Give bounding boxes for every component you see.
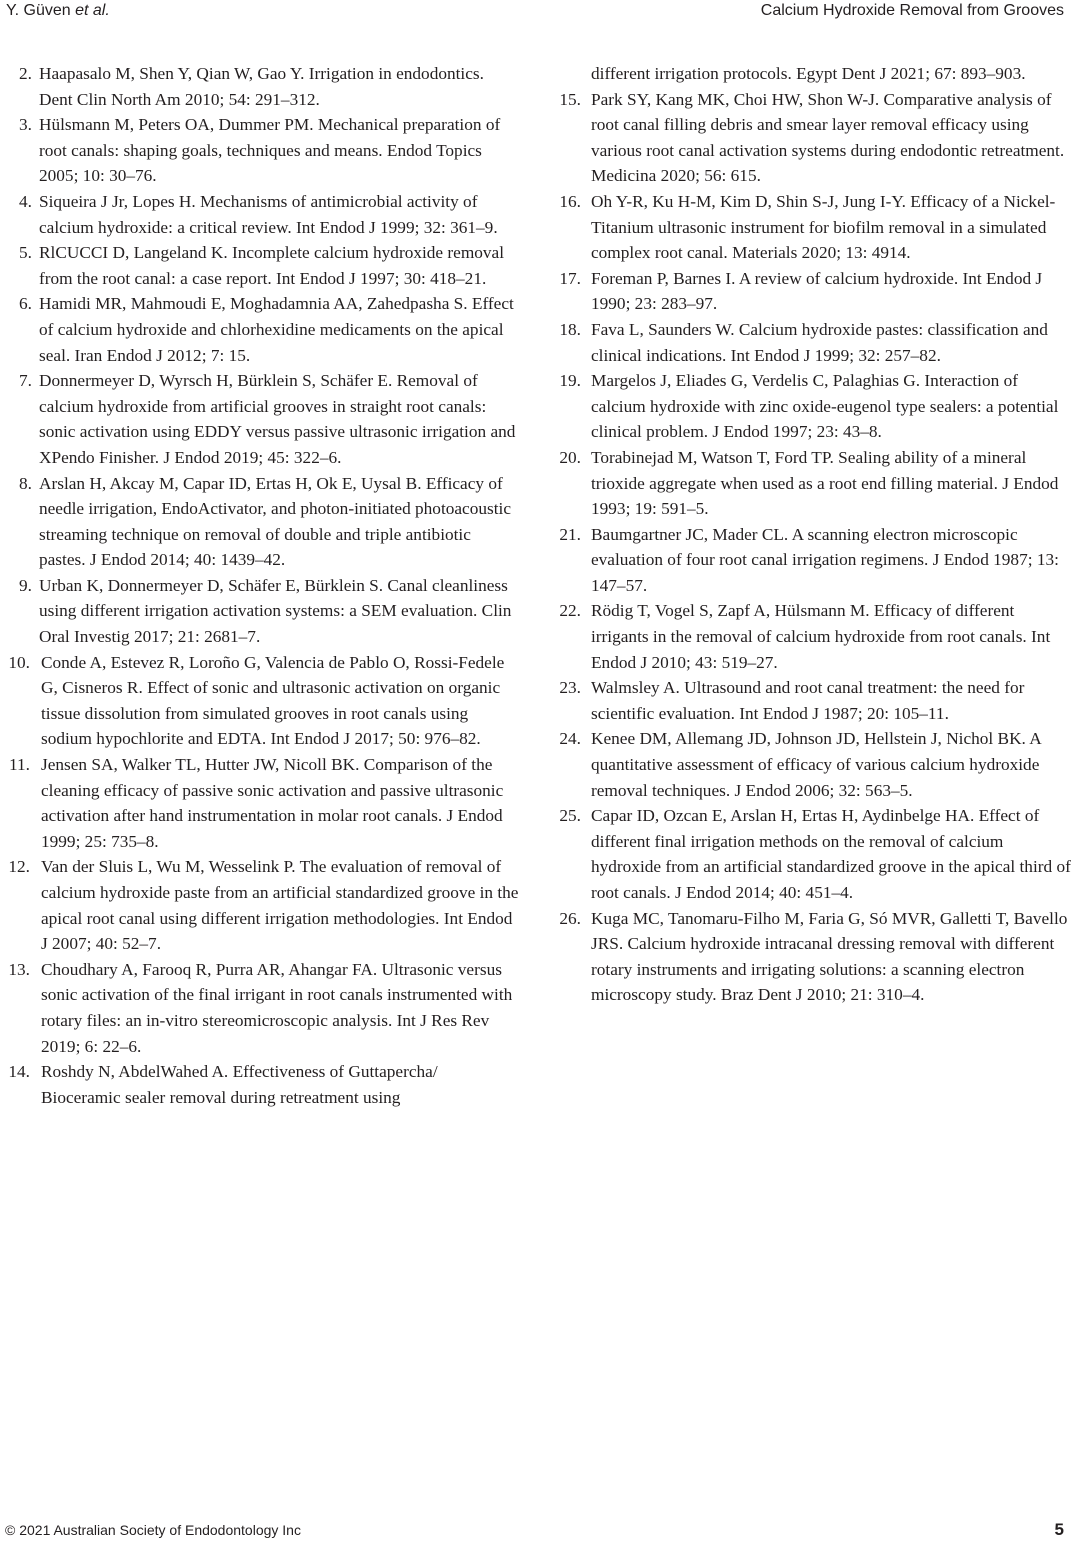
references-left-column bbox=[0, 61, 540, 1110]
reference-text: Margelos J, Eliades G, Verdelis C, Palaghias G. Interaction of calcium hydroxide with zinc oxide-eugenol type sealers: a potential clinical problem. J Endod 1997; 23: 43–8. bbox=[591, 371, 1059, 442]
reference-text: Baumgartner JC, Mader CL. A scanning electron microscopic evaluation of four root canal irrigation regimens. J Endod 1987; 13: 147–57. bbox=[591, 524, 1059, 595]
reference-item bbox=[548, 726, 1064, 803]
header-etal: et al. bbox=[75, 2, 110, 19]
reference-text: Donnermeyer D, Wyrsch H, Bürklein S, Schäfer E. Removal of calcium hydroxide from artificial grooves in straight root canals: sonic activation using EDDY versus passive ultrasonic irrigation and XPendo Finisher. J Endod 2019; 45: 322–6. bbox=[39, 371, 516, 467]
reference-item bbox=[0, 471, 540, 573]
reference-number: 19. bbox=[559, 371, 581, 391]
reference-number: 24. bbox=[559, 729, 581, 749]
reference-text: Conde A, Estevez R, Loroño G, Valencia de Pablo O, Rossi-Fedele G, Cisneros R. Effect of sonic and ultrasonic activation on organic tissue dissolution from simulated grooves in root canals using sodium hypochlorite and EDTA. Int Endod J 2017; 50: 976–82. bbox=[41, 652, 505, 749]
reference-number: 13. bbox=[8, 959, 30, 979]
reference-item bbox=[548, 675, 1064, 726]
reference-item bbox=[548, 266, 1064, 317]
reference-number: 3. bbox=[19, 115, 32, 135]
reference-item bbox=[0, 368, 540, 470]
copyright-notice: © 2021 Australian Society of Endodontology Inc bbox=[5, 1522, 301, 1538]
reference-number: 26. bbox=[559, 908, 581, 928]
reference-text: RlCUCCI D, Langeland K. Incomplete calcium hydroxide removal from the root canal: a case report. Int Endod J 1997; 30: 418–21. bbox=[39, 243, 505, 288]
reference-item bbox=[548, 906, 1068, 1008]
reference-number: 21. bbox=[559, 524, 581, 544]
header-authors bbox=[6, 2, 110, 20]
page-footer bbox=[0, 1520, 1080, 1542]
reference-number: 12. bbox=[8, 857, 30, 877]
reference-text: Siqueira J Jr, Lopes H. Mechanisms of antimicrobial activity of calcium hydroxide: a critical review. Int Endod J 1999; 32: 361–9. bbox=[39, 191, 498, 237]
header-running-title: Calcium Hydroxide Removal from Grooves bbox=[760, 2, 1064, 19]
reference-number: 15. bbox=[559, 89, 581, 109]
reference-text: Oh Y-R, Ku H-M, Kim D, Shin S-J, Jung I-Y. Efficacy of a Nickel-Titanium ultrasonic instrument for biofilm removal in a simulated complex root canal. Materials 2020; 13: 4914. bbox=[591, 191, 1056, 263]
reference-number: 17. bbox=[559, 268, 581, 288]
page-number: 5 bbox=[1054, 1520, 1064, 1539]
reference-number: 14. bbox=[8, 1062, 30, 1082]
reference-item bbox=[0, 61, 540, 112]
reference-text: different irrigation protocols. Egypt Dent J 2021; 67: 893–903. bbox=[591, 64, 1026, 83]
reference-item bbox=[0, 112, 540, 189]
reference-item bbox=[548, 368, 1064, 445]
reference-item bbox=[0, 752, 540, 854]
reference-number: 10. bbox=[8, 652, 30, 672]
reference-text: Urban K, Donnermeyer D, Schäfer E, Bürklein S. Canal cleanliness using different irrigation activation systems: a SEM evaluation. Clin Oral Investig 2017; 21: 2681–7. bbox=[39, 575, 512, 647]
reference-number: 9. bbox=[19, 575, 32, 595]
reference-number: 8. bbox=[19, 473, 32, 493]
reference-number: 6. bbox=[19, 294, 32, 314]
reference-text: Park SY, Kang MK, Choi HW, Shon W-J. Comparative analysis of root canal filling debris and smear layer removal efficacy using various root canal activation systems during endodontic retreatment. Medicina 2020; 56: 615. bbox=[591, 89, 1065, 186]
reference-number: 22. bbox=[559, 601, 581, 621]
references-right-column bbox=[548, 61, 1071, 1008]
reference-number: 11. bbox=[9, 755, 30, 775]
reference-text: Capar ID, Ozcan E, Arslan H, Ertas H, Aydinbelge HA. Effect of different final irrigation methods on the removal of calcium hydroxide from an artificial standardized groove in the apical third of root canals. J Endod 2014; 40: 451–4. bbox=[591, 806, 1071, 902]
reference-text: Haapasalo M, Shen Y, Qian W, Gao Y. Irrigation in endodontics. Dent Clin North Am 2010; 54: 291–312. bbox=[39, 64, 484, 109]
reference-text: Rödig T, Vogel S, Zapf A, Hülsmann M. Efficacy of different irrigants in the removal of calcium hydroxide from root canals. Int Endod J 2010; 43: 519–27. bbox=[591, 601, 1051, 672]
reference-item bbox=[0, 854, 540, 956]
reference-number: 25. bbox=[559, 806, 581, 826]
reference-text: Hamidi MR, Mahmoudi E, Moghadamnia AA, Zahedpasha S. Effect of calcium hydroxide and chlorhexidine medicaments on the apical seal. Iran Endod J 2012; 7: 15. bbox=[39, 294, 514, 365]
reference-item bbox=[548, 317, 1064, 368]
reference-text: Jensen SA, Walker TL, Hutter JW, Nicoll BK. Comparison of the cleaning efficacy of passive sonic activation and passive ultrasonic activation after hand instrumentation in molar root canals. J Endod 1999; 25: 735–8. bbox=[41, 755, 504, 851]
reference-text: Torabinejad M, Watson T, Ford TP. Sealing ability of a mineral trioxide aggregate when used as a root end filling material. J Endod 1993; 19: 591–5. bbox=[591, 447, 1059, 519]
reference-number: 23. bbox=[559, 678, 581, 698]
header-author-name: Y. Güven bbox=[6, 2, 71, 19]
reference-text: Foreman P, Barnes I. A review of calcium hydroxide. Int Endod J 1990; 23: 283–97. bbox=[591, 268, 1043, 314]
reference-text: Hülsmann M, Peters OA, Dummer PM. Mechanical preparation of root canals: shaping goals, techniques and means. Endod Topics 2005; 10: 30–76. bbox=[39, 115, 501, 186]
reference-number: 2. bbox=[19, 64, 32, 83]
reference-item bbox=[548, 522, 1064, 599]
reference-item bbox=[0, 189, 540, 240]
running-header bbox=[0, 0, 1080, 24]
reference-text: Roshdy N, AbdelWahed A. Effectiveness of Guttapercha/ Bioceramic sealer removal during retreatment using bbox=[41, 1062, 438, 1107]
reference-number: 20. bbox=[559, 447, 581, 467]
reference-item bbox=[0, 650, 540, 752]
reference-item bbox=[548, 445, 1064, 522]
reference-item bbox=[0, 1059, 540, 1110]
reference-item bbox=[548, 598, 1064, 675]
reference-text: Kenee DM, Allemang JD, Johnson JD, Hellstein J, Nichol BK. A quantitative assessment of efficacy of various calcium hydroxide removal techniques. J Endod 2006; 32: 563–5. bbox=[591, 729, 1041, 800]
reference-number: 16. bbox=[559, 191, 581, 211]
reference-item bbox=[548, 189, 1064, 266]
reference-item bbox=[548, 803, 1071, 905]
reference-item-continued bbox=[548, 61, 1064, 87]
reference-item bbox=[0, 957, 540, 1059]
reference-item bbox=[0, 573, 540, 650]
reference-text: Fava L, Saunders W. Calcium hydroxide pastes: classification and clinical indications. Int Endod J 1999; 32: 257–82. bbox=[591, 319, 1048, 365]
reference-item bbox=[0, 291, 540, 368]
reference-text: Choudhary A, Farooq R, Purra AR, Ahangar FA. Ultrasonic versus sonic activation of the final irrigant in root canals instrumented with rotary files: an in-vitro stereomicroscopic analysis. Int J Res Rev 2019; 6: 22–6. bbox=[41, 959, 513, 1056]
reference-text: Kuga MC, Tanomaru-Filho M, Faria G, Só MVR, Galletti T, Bavello JRS. Calcium hydroxide intracanal dressing removal with different rotary instruments and irrigating solutions: a scanning electron microscopy study. Braz Dent J 2010; 21: 310–4. bbox=[591, 908, 1068, 1005]
reference-number: 18. bbox=[559, 319, 581, 339]
reference-item bbox=[0, 240, 540, 291]
reference-number: 4. bbox=[19, 191, 32, 211]
reference-number: 5. bbox=[19, 243, 32, 263]
reference-text: Arslan H, Akcay M, Capar ID, Ertas H, Ok E, Uysal B. Efficacy of needle irrigation, EndoActivator, and photon-initiated photoacoustic streaming technique on removal of double and triple antibiotic pastes. J Endod 2014; 40: 1439–42. bbox=[39, 473, 512, 570]
reference-item bbox=[548, 87, 1064, 189]
reference-text: Van der Sluis L, Wu M, Wesselink P. The evaluation of removal of calcium hydroxide paste from an artificial standardized groove in the apical root canal using different irrigation methodologies. Int Endod J 2007; 40: 52–7. bbox=[41, 857, 519, 954]
reference-text: Walmsley A. Ultrasound and root canal treatment: the need for scientific evaluation. Int Endod J 1987; 20: 105–11. bbox=[591, 678, 1025, 723]
reference-number: 7. bbox=[19, 371, 32, 391]
